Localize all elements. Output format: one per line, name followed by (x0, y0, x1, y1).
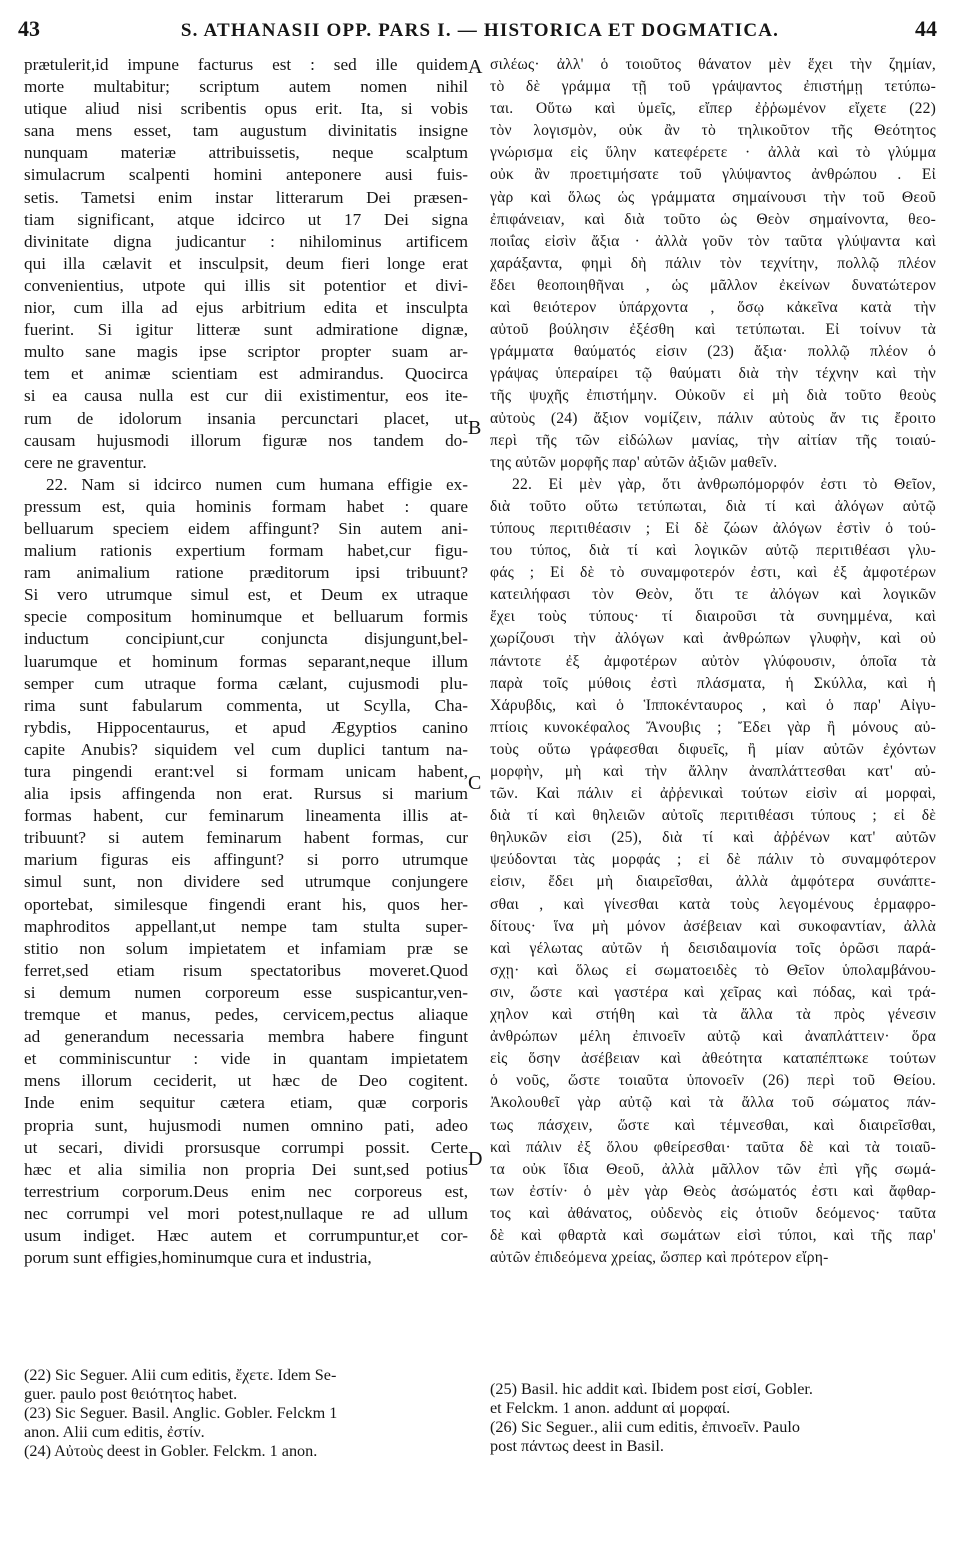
text-line: mens illorum ceciderit, ut hæc de Deo cogitent. (24, 1071, 468, 1091)
text-line: si ea causa nulla est cur dii existimentur, eos ite- (24, 386, 468, 406)
text-line: τὸν λογισμὸν, οὐκ ἂν τὸ τηλικοῦτον τῆς Θεότητος (490, 122, 936, 140)
text-line: της αὐτῶν μορφῆς παρ' αὐτῶν ἀξιῶν μαθεῖν. (490, 453, 778, 471)
text-line: των ἐστίν· ὁ μὲν γὰρ Θεὸς ἀσώματός ἐστι καὶ ἄφθαρ- (490, 1182, 936, 1200)
text-line: rybdis, Hippocentaurus, et apud Ægyptios canino (24, 717, 468, 737)
text-line: καὶ θειότερον ὑπάρχοντα , ὅσῳ κἀκεῖνα κατὰ τὴν (490, 299, 936, 317)
text-line: (23) Sic Seguer. Basil. Anglic. Gobler. Felckm 1 (24, 1404, 338, 1422)
text-line: ἐπιφάνειαν, καὶ διὰ τοῦτο ὡς Θεὸν σημαίνοντα, θεο- (490, 210, 936, 228)
text-line: χηλον καὶ στήθη καὶ τὰ ἄλλα τὰ πρὸς γένεσιν (490, 1006, 936, 1024)
text-line: Χάρυβδις, καὶ ὁ Ἱπποκένταυρος , καὶ ὁ παρ' Αἰγυ- (490, 696, 936, 714)
text-line: anon. Alii cum editis, ἐστίν. (24, 1423, 205, 1441)
text-line: tiam significant, atque idcirco ut 17 Dei signa (24, 209, 468, 229)
text-line: γράμματα θαύματός εἰσιν (23) ἄξια· πολλῷ πλέον ὁ (490, 343, 936, 361)
section-marker-b: B (468, 417, 482, 439)
text-line: utique aliud nisi scribentis opus erit. Ita, si vobis (24, 99, 468, 119)
text-line: σχῃ· καὶ ὅλως εἰ σωματοειδὲς τὸ Θεῖον ὑπολαμβάνου- (490, 961, 936, 979)
text-line: divinitate digna judicantur : nihilominus artificem (24, 231, 468, 251)
text-line: inductum concipiunt,cur conjuncta disjungunt,bel- (24, 629, 468, 649)
text-line: ἔδει θεοποιηθῆναι , ὡς μᾶλλον ἐκείνων δυνατώτερον (490, 276, 936, 294)
text-line: guer. paulo post θειότητος habet. (24, 1385, 238, 1403)
text-line: tura pingendi erant:vel si formam unicam habent, (24, 762, 468, 781)
text-line: δίτους· ἵνα μὴ μόνον ἀσέβειαν καὶ συκοφαντίαν, ἀλλὰ (490, 917, 936, 935)
text-line: διὰ τί καὶ θηλειῶν αὐτοῖς περιτιθέασι τύπους ; εἰ δὲ (490, 807, 936, 825)
page-number-left: 43 (18, 16, 40, 41)
text-line: nunquam materiæ attribuissetis, neque scalptum (24, 143, 468, 163)
text-line: αὐτοῦ βούλησιν ἐξέσθη καὶ τετύπωται. Εἰ τοίνυν τὰ (490, 321, 936, 339)
text-line: 22. Εἰ μὲν γὰρ, ὅτι ἀνθρωπόμορφόν ἐστι τὸ Θεῖον, (512, 475, 936, 493)
text-line: fuerint. Si igitur litteræ sunt admiratione dignæ, (24, 320, 468, 340)
text-line: αὐτοὺς (24) ἄξιον νομίζειν, πάλιν αὐτοὺς ἄν τις ἔροιτο (490, 409, 936, 427)
text-line: ὁ νοῦς, ὥστε τοιαῦτα ὑπονοεῖν (26) περὶ τοῦ Θείου. (490, 1072, 936, 1090)
text-line: porum sunt effigies,hominumque cura et industria, (24, 1248, 372, 1268)
text-line: prætulerit,id impune facturus est : sed ille quidem (24, 55, 468, 74)
text-line: belluarum speciem eidem affingunt? Sin autem ani- (24, 518, 468, 538)
text-line: nior, cum illa ad ejus arbitrium edita et insculpta (24, 298, 468, 318)
text-line: tribuunt? si autem feminarum habent formas, cur (24, 828, 468, 848)
text-line: μορφὴν, μὴ καὶ τὴν ἄλλην ἀναπλάττεσθαι κατ' αὐ- (490, 763, 936, 780)
page-number-right: 44 (915, 16, 937, 41)
text-line: tremque et manus, pedes, cervicem,pectus aliaque (24, 1005, 468, 1025)
text-line: cere ne graventur. (24, 452, 147, 472)
text-line: nec corrumpi vel mori potest,nullaque re ad ullum (24, 1203, 468, 1223)
text-line: terrestrium corporum.Deus enim nec corporeus est, (24, 1181, 468, 1201)
text-line: malium rationis expertium formam habet,cur figu- (24, 541, 468, 561)
text-line: usum indiget. Hæc autem et corrumpuntur,et cor- (24, 1225, 468, 1245)
text-line: γνώρισμα εἰς ὕλην κατεφέρετε · ἀλλὰ καὶ τὸ γλύμμα (490, 144, 936, 162)
text-line: convenientius, utpote qui illis sit potentior et divi- (24, 275, 468, 295)
text-line: (25) Basil. hic addit καὶ. Ibidem post εἰσί, Gobler. (490, 1380, 813, 1398)
text-line: ram animalium ratione præditorum ipsi tribuunt? (24, 563, 468, 583)
text-line: σιλέως· ἀλλ' ὁ τοιοῦτος θάνατον μὲν ἕχει τὴν ζημίαν, (490, 56, 936, 73)
text-line: ψεύδονται τὰς μορφάς ; εἰ δὲ πάλιν τὸ συναμφότερον (490, 851, 936, 869)
text-line: τος καὶ ἀθάνατος, οὐδενὸς εἰς ὁτιοῦν δεόμενος· ταῦτα (490, 1204, 936, 1222)
text-line: καὶ πάλιν ἐξ ὅλου φθείρεσθαι· ταῦτα δὲ καὶ τὰ τοιαῦ- (490, 1138, 936, 1156)
text-line: rima sunt fabularum commenta, ut Scylla, Cha- (24, 695, 468, 715)
text-line: causam hujusmodi illorum figuræ nos tandem do- (24, 430, 468, 450)
latin-column (24, 54, 468, 1269)
text-line: et Felckm. 1 anon. addunt αἱ μορφαί. (490, 1399, 731, 1417)
text-line: αὐτῶν ἐπιδεόμενα χρείας, ὥσπερ καὶ πρότερον εἴρη- (490, 1249, 829, 1267)
text-line: χωρίζουσι τὴν ἀλόγων καὶ ἀνθρώπων γλυφὴν, καὶ οὐ (490, 630, 936, 648)
text-line: (24) Αὐτοὺς deest in Gobler. Felckm. 1 anon. (24, 1442, 318, 1460)
text-line: capite Anubis? siquidem vel cum duplici tantum na- (24, 739, 468, 759)
text-line: πάντοτε ἐξ ἀμφοτέρων αὐτὸν γλύφουσιν, ὁποῖα τὰ (490, 652, 936, 670)
text-line: sana mens esset, tam augustum divinitatis insigne (24, 121, 468, 141)
footnotes-latin (24, 1366, 468, 1461)
text-line: περὶ τῆς τῶν εἰδώλων μανίας, τὴν αἰτίαν τῆς τοιαύ- (490, 431, 936, 449)
text-line: τύπους περιτιθέασιν ; Εἰ δὲ ζώων ἀλόγων ἐστὶν ὁ τού- (490, 519, 936, 537)
text-line: κατειλήφασι τὸν Θεὸν, ὅτι τε ἀλόγων καὶ λογικῶν (490, 586, 936, 604)
text-line: hæc et alia similia non propria Dei sunt,sed potius (24, 1159, 468, 1179)
text-line: simulacrum scalpenti homini anteponere ausi fuis- (24, 165, 468, 185)
text-line: formas habent, cur feminarum lineamenta illis at- (24, 806, 468, 826)
text-line: luarumque et hominum formas separant,neque illum (24, 651, 468, 671)
text-line: multo sane magis ipse scriptor propter suam ar- (24, 342, 468, 362)
text-line: (22) Sic Seguer. Alii cum editis, ἔχετε. Idem Se- (24, 1366, 337, 1384)
section-marker-c: C (468, 772, 482, 794)
text-line: alia ipsis affingenda non erat. Rursus si marium (24, 784, 468, 804)
text-line: ται. Οὕτω καὶ ὑμεῖς, εἴπερ ἐῤῥωμένον εἴχετε (22) (490, 100, 936, 118)
text-line: θηλυκῶν εἰσι (25), διὰ τί καὶ ἀῤῥένων κατ' αὐτῶν (490, 829, 936, 847)
text-line: si demum numen corporeum esse suspicantur,ven- (24, 982, 468, 1002)
section-marker-a: A (468, 56, 483, 78)
text-line: τως πάσχειν, ὥστε καὶ τέμνεσθαι, καὶ διαιρεῖσθαι, (490, 1116, 936, 1134)
text-line: Inde enim sequitur cætera etiam, quæ corporis (24, 1093, 468, 1113)
text-line: post πάντως deest in Basil. (490, 1437, 664, 1455)
footnotes-greek (490, 1380, 936, 1456)
text-line: (26) Sic Seguer., alii cum editis, ἐπινοεῖν. Paulo (490, 1418, 800, 1436)
text-line: stitio non solum impietatem et infamiam præ se (24, 938, 468, 958)
text-line: τῆς ψυχῆς ἐπιστήμην. Οὐκοῦν εἰ μὴ διὰ τοῦτο θεοὺς (490, 387, 936, 405)
page-header (0, 14, 955, 50)
text-line: rum de idolorum insania percunctari placet, ut (24, 408, 468, 428)
text-line: οὐκ ἂν προετιμήσατε τοῦ γλύψαντος ἀνθρώπου . Εἰ (490, 166, 936, 184)
text-line: τοὺς οὕτω γράφεσθαι διφυεῖς, ἢ μίαν αὐτῶν ἐχόντων (490, 740, 936, 758)
text-line: specie compositum hominumque et belluarum formis (24, 607, 468, 627)
greek-column (490, 54, 936, 1269)
text-line: καὶ γέλωτας αὐτῶν ἡ δεισιδαιμονία τοῖς ὁρῶσι παρά- (490, 939, 936, 957)
text-line: διὰ τοῦτο οὕτω τετύπωται, διὰ τί καὶ ἀλόγων αὐτῷ (490, 497, 936, 515)
running-title: S. ATHANASII OPP. PARS I. — HISTORICA ET DOGMATICA. (180, 20, 780, 41)
section-marker-d: D (468, 1148, 483, 1170)
text-line: εἰς ὅσην ἀσέβειαν καὶ ἀθεότητα καταπέπτωκε τούτων (490, 1050, 936, 1068)
text-line: pressum est, quia hominis formam habet : quare (24, 496, 468, 516)
text-line: maphroditos appellant,ut nempe tam stulta super- (24, 916, 468, 936)
text-line: propria sunt, hujusmodi numen omnino pati, adeo (24, 1115, 468, 1135)
text-line: σθαι , καὶ γίνεσθαι κατὰ τοὺς λεγομένους ἑρμαφρο- (490, 895, 936, 913)
text-line: ut secari, dividi prorsusque corrumpi possit. Certe (24, 1137, 468, 1157)
text-line: ποιΐας εἰσὶν ἄξια · ἀλλὰ γοῦν τὸν ταῦτα γλύψαντα καὶ (490, 232, 936, 250)
text-line: qui illa cælavit et insculpsit, deum fieri longe erat (24, 253, 468, 273)
text-line: γράψας ὑπεραίρει τῷ θαύματι διὰ τὴν τέχνην καὶ τὴν (490, 365, 936, 383)
text-line: του τύπος, διὰ τί καὶ λογικῶν αὐτῷ περιτιθέασι γλυ- (490, 542, 936, 560)
text-line: oportebat, similesque fingendi erant his, quos her- (24, 894, 468, 914)
text-line: Si vero utrumque simul est, et Deum ex utraque (24, 585, 468, 605)
text-line: morte multabitur; scriptum autem nomen nihil (24, 77, 468, 97)
text-line: tem et animæ scientiam est admirandus. Quocirca (24, 364, 468, 384)
text-line: semper cum utraque forma cælant, cujusmodi plu- (24, 673, 468, 693)
text-line: δὲ καὶ φθαρτὰ καὶ σωμάτων εἰσὶ τύποι, καὶ τῆς παρ' (490, 1226, 936, 1244)
text-line: Ἀκολουθεῖ γὰρ αὐτῷ καὶ τὰ ἄλλα τοῦ σώματος πάν- (490, 1094, 936, 1112)
text-line: setis. Tametsi enim instar litterarum Dei præsen- (24, 187, 468, 207)
text-line: τῶν. Καὶ πάλιν εἰ ἀῤῥενικαὶ τούτων εἰσὶν αἱ μορφαὶ, (490, 785, 936, 803)
text-line: σιν, ὥστε καὶ γαστέρα καὶ χεῖρας καὶ πόδας, καὶ τρά- (490, 983, 936, 1001)
text-line: 22. Nam si idcirco numen cum humana effigie ex- (46, 474, 468, 494)
text-line: simul sunt, non dividere sed utrumque conjungere (24, 872, 468, 892)
text-line: φάς ; Εἰ δὲ τὸ συναμφοτερόν ἐστι, καὶ ἐξ ἀμφοτέρων (490, 564, 936, 582)
text-line: ferret,sed etiam risum spectatoribus moveret.Quod (24, 960, 468, 980)
text-line: ἀνθρώπων μέλη ἐπινοεῖν αὐτῷ καὶ ἀναπλάττειν· ὅρα (490, 1028, 936, 1046)
text-line: παρὰ τοῖς μύθοις ἐστὶ πλάσματα, ἡ Σκύλλα, καὶ ἡ (490, 674, 936, 692)
text-line: γὰρ καὶ ὅλως ὡς γράμματα σημαίνουσι τὴν τοῦ Θεοῦ (490, 188, 936, 206)
text-line: τα οὐκ ἴδια Θεοῦ, ἀλλὰ μᾶλλον τῶν ἐπὶ γῆς σωμά- (490, 1160, 936, 1178)
text-line: χαράξαντα, φημὶ δὴ πάλιν τὸν τεχνίτην, πολλῷ πλέον (490, 254, 936, 272)
text-line: ad generandum necessaria membra habere fingunt (24, 1027, 468, 1047)
text-line: marium figuras eis affingunt? si porro utrumque (24, 850, 468, 870)
text-line: ἔχει τοὺς τύπους· τί διαιροῦσι τὰ συνημμένα, καὶ (490, 608, 936, 626)
text-line: τὸ δὲ γράμμα τῇ τοῦ γράψαντος ἐπιστήμῃ τετύπω- (490, 78, 936, 96)
text-line: εἰσιν, ἔδει μὴ διαιρεῖσθαι, ἀλλὰ ἀμφότερα συνάπτε- (490, 873, 936, 891)
text-line: πτίοις κυνοκέφαλος Ἄνουβις ; Ἔδει γὰρ ἢ μόνους αὐ- (490, 718, 936, 736)
text-line: et comminiscuntur : vide in quantam impietatem (24, 1049, 468, 1069)
